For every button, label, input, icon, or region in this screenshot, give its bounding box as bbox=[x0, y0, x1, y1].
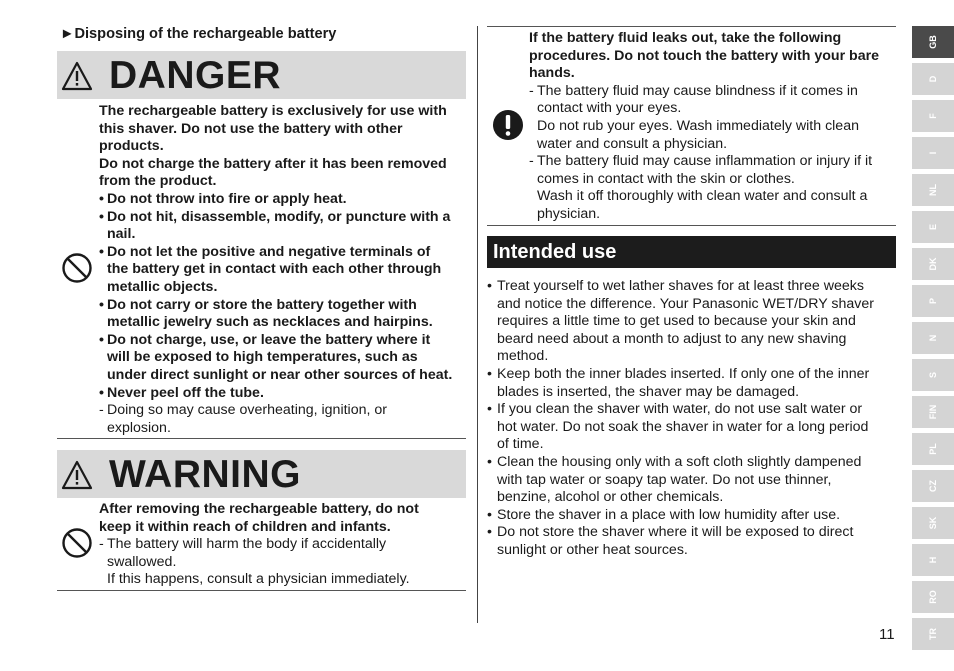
line-text: explosion. bbox=[107, 419, 171, 436]
dash-marker: - bbox=[99, 536, 104, 553]
caution-note bbox=[529, 153, 897, 223]
language-tab-label: H bbox=[928, 556, 938, 564]
intended-use-title: Intended use bbox=[487, 236, 896, 268]
language-tab-label: TR bbox=[928, 628, 938, 640]
warning-text-line: After removing the rechargeable battery, do not bbox=[99, 501, 419, 517]
line-text: sunlight or other heat sources. bbox=[497, 541, 688, 558]
language-tab-tr[interactable] bbox=[912, 618, 954, 650]
language-tab-label: DK bbox=[928, 257, 938, 271]
language-tab-sk[interactable] bbox=[912, 507, 954, 539]
line-text: The battery fluid may cause inflammation or injury if it bbox=[537, 153, 873, 170]
line-text: If you clean the shaver with water, do not use salt water or bbox=[497, 401, 863, 418]
line-text: Wash it off thoroughly with clean water and consult a bbox=[537, 188, 868, 205]
language-tab-label: FIN bbox=[928, 404, 938, 420]
language-tab-e[interactable] bbox=[912, 211, 954, 243]
caution-text-line: If the battery fluid leaks out, take the following bbox=[529, 30, 842, 46]
intended-use-item bbox=[487, 524, 892, 559]
warning-banner bbox=[57, 450, 466, 498]
subheading bbox=[60, 26, 336, 42]
danger-bullet bbox=[99, 191, 469, 209]
line-text: Never peel off the tube. bbox=[107, 384, 264, 401]
dash-marker: - bbox=[99, 402, 104, 419]
line-text: with tap water or soapy tap water. Do not use thinner, bbox=[497, 471, 832, 488]
subheading-text: Disposing of the rechargeable battery bbox=[74, 26, 337, 42]
dash-marker: - bbox=[529, 153, 534, 170]
line-text: Treat yourself to wet lather shaves for at least three weeks bbox=[497, 278, 864, 294]
language-tab-label: P bbox=[928, 297, 938, 305]
language-tab-label: RO bbox=[928, 590, 938, 604]
line-text: Clean the housing only with a soft cloth slightly dampened bbox=[497, 453, 862, 470]
line-text: Doing so may cause overheating, ignition, or bbox=[107, 402, 387, 419]
warning-triangle-icon bbox=[61, 61, 93, 91]
bullet-marker: • bbox=[487, 401, 492, 418]
danger-content bbox=[99, 103, 469, 437]
page-number: 11 bbox=[879, 626, 895, 643]
language-tab-p[interactable] bbox=[912, 285, 954, 317]
warning-text-line: keep it within reach of children and infants. bbox=[99, 518, 391, 535]
line-text: the battery get in contact with each other through bbox=[107, 261, 442, 278]
danger-note bbox=[99, 402, 469, 437]
language-tab-label: S bbox=[928, 371, 938, 379]
line-text: Store the shaver in a place with low humidity after use. bbox=[497, 506, 841, 523]
divider bbox=[487, 26, 896, 27]
caution-content bbox=[529, 30, 897, 224]
line-text: Keep both the inner blades inserted. If only one of the inner bbox=[497, 365, 870, 382]
danger-text-line: this shaver. Do not use the battery with other bbox=[99, 120, 403, 137]
language-tab-label: I bbox=[928, 151, 938, 155]
line-text: physician. bbox=[537, 205, 601, 222]
line-text: The battery fluid may cause blindness if it comes in bbox=[537, 82, 858, 99]
bullet-marker: • bbox=[99, 243, 104, 260]
dash-marker: - bbox=[529, 82, 534, 99]
line-text: will be exposed to high temperatures, such as bbox=[107, 349, 418, 366]
caution-text-line: hands. bbox=[529, 65, 575, 82]
line-text: If this happens, consult a physician immediately. bbox=[107, 571, 410, 588]
intended-use-item bbox=[487, 366, 892, 401]
language-tab-d[interactable] bbox=[912, 63, 954, 95]
bullet-marker: • bbox=[487, 278, 492, 294]
danger-bullet bbox=[99, 297, 469, 332]
language-tab-f[interactable] bbox=[912, 100, 954, 132]
line-text: method. bbox=[497, 348, 549, 365]
bullet-marker: • bbox=[487, 365, 492, 382]
prohibition-icon bbox=[61, 252, 93, 284]
column-divider bbox=[477, 26, 478, 623]
line-text: nail. bbox=[107, 226, 136, 243]
language-tab-dk[interactable] bbox=[912, 248, 954, 280]
line-text: metallic objects. bbox=[107, 278, 218, 295]
intended-use-item bbox=[487, 278, 892, 366]
bullet-marker: • bbox=[99, 190, 104, 207]
line-text: Do not charge, use, or leave the battery where it bbox=[107, 331, 431, 348]
bullet-marker: • bbox=[99, 384, 104, 401]
line-text: Do not store the shaver where it will be exposed to direct bbox=[497, 524, 854, 541]
danger-text-line: Do not charge the battery after it has been removed bbox=[99, 155, 447, 172]
intended-use-item bbox=[487, 454, 892, 507]
language-tab-cz[interactable] bbox=[912, 470, 954, 502]
bullet-marker: • bbox=[99, 331, 104, 348]
bullet-marker: • bbox=[99, 208, 104, 225]
language-tab-label: CZ bbox=[928, 480, 938, 492]
prohibition-icon bbox=[61, 527, 93, 559]
intended-use-item bbox=[487, 507, 892, 525]
language-tab-label: D bbox=[928, 75, 938, 83]
line-text: under direct sunlight or near other sources of heat. bbox=[107, 366, 453, 383]
danger-bullet bbox=[99, 385, 469, 403]
danger-text-line: The rechargeable battery is exclusively for use with bbox=[99, 103, 447, 119]
subheading-marker: ► bbox=[60, 26, 75, 42]
language-tab-pl[interactable] bbox=[912, 433, 954, 465]
warning-triangle-icon bbox=[61, 460, 93, 490]
bullet-marker: • bbox=[487, 453, 492, 470]
language-tab-s[interactable] bbox=[912, 359, 954, 391]
line-text: Do not rub your eyes. Wash immediately with clean bbox=[537, 117, 859, 134]
language-tab-label: NL bbox=[928, 184, 938, 196]
warning-note bbox=[99, 536, 469, 589]
language-tab-gb[interactable] bbox=[912, 26, 954, 58]
language-tab-i[interactable] bbox=[912, 137, 954, 169]
line-text: water and consult a physician. bbox=[537, 135, 728, 152]
line-text: and notice the difference. Your Panasonic WET/DRY shaver bbox=[497, 295, 874, 312]
language-tab-fin[interactable] bbox=[912, 396, 954, 428]
line-text: comes in contact with the skin or clothes. bbox=[537, 170, 795, 187]
line-text: Do not hit, disassemble, modify, or puncture with a bbox=[107, 208, 451, 225]
caution-text-line: procedures. Do not touch the battery with your bare bbox=[529, 47, 879, 64]
exclamation-icon bbox=[492, 109, 524, 141]
intended-use-item bbox=[487, 401, 892, 454]
line-text: contact with your eyes. bbox=[537, 100, 682, 117]
danger-bullet bbox=[99, 332, 469, 385]
danger-banner bbox=[57, 51, 466, 99]
divider bbox=[57, 438, 466, 439]
bullet-marker: • bbox=[487, 506, 492, 523]
bullet-marker: • bbox=[99, 296, 104, 313]
danger-text-line: products. bbox=[99, 138, 164, 155]
warning-label: WARNING bbox=[109, 453, 301, 496]
language-tab-nl[interactable] bbox=[912, 174, 954, 206]
line-text: The battery will harm the body if accidentally bbox=[107, 536, 387, 553]
language-tab-label: E bbox=[928, 223, 938, 231]
line-text: Do not throw into fire or apply heat. bbox=[107, 190, 347, 207]
line-text: Do not carry or store the battery together with bbox=[107, 296, 417, 313]
language-tab-h[interactable] bbox=[912, 544, 954, 576]
language-tab-n[interactable] bbox=[912, 322, 954, 354]
divider bbox=[57, 590, 466, 591]
line-text: swallowed. bbox=[107, 553, 177, 570]
line-text: metallic jewelry such as necklaces and hairpins. bbox=[107, 314, 433, 331]
line-text: Do not let the positive and negative terminals of bbox=[107, 243, 431, 260]
line-text: beard need about a month to adjust to any new shaving bbox=[497, 330, 847, 347]
caution-note bbox=[529, 83, 897, 153]
line-text: benzine, alcohol or other chemicals. bbox=[497, 489, 724, 506]
danger-bullet bbox=[99, 209, 469, 244]
danger-text-line: from the product. bbox=[99, 173, 217, 190]
divider bbox=[487, 225, 896, 226]
danger-label: DANGER bbox=[109, 54, 282, 97]
line-text: blades is inserted, the shaver may be damaged. bbox=[497, 383, 800, 400]
language-tab-ro[interactable] bbox=[912, 581, 954, 613]
language-tab-label: GB bbox=[928, 35, 938, 49]
intended-use-list bbox=[487, 278, 892, 560]
line-text: of time. bbox=[497, 436, 544, 453]
line-text: hot water. Do not soak the shaver in water for a long period bbox=[497, 418, 869, 435]
language-tab-label: PL bbox=[928, 443, 938, 455]
danger-bullet bbox=[99, 244, 469, 297]
language-tab-label: SK bbox=[928, 516, 938, 530]
language-tab-label: N bbox=[928, 334, 938, 342]
language-tab-label: F bbox=[928, 113, 938, 119]
bullet-marker: • bbox=[487, 524, 492, 541]
line-text: requires a little time to get used to because your skin and bbox=[497, 313, 856, 330]
warning-content bbox=[99, 501, 469, 589]
